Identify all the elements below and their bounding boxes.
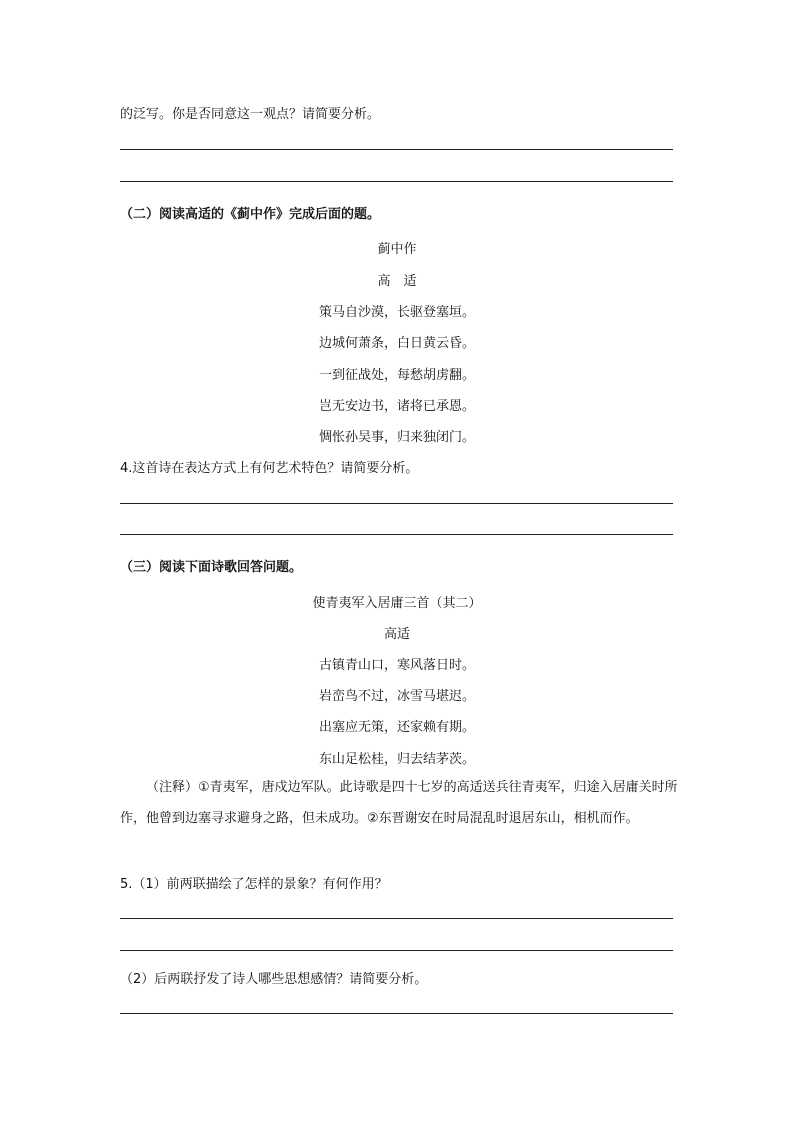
answer-line [120,503,673,504]
answer-line [120,918,673,919]
section3-heading: （三）阅读下面诗歌回答问题。 [120,560,303,575]
poem-author: 高 适 [377,274,417,289]
poem-line: 边城何萧条，白日黄云昏。 [318,336,475,351]
poem-line: 岩峦鸟不过，冰雪马堪迟。 [318,689,475,704]
question-5-2: （2）后两联抒发了诗人哪些思想感情？请简要分析。 [120,972,428,987]
poem-line: 策马自沙漠，长驱登塞垣。 [318,305,475,320]
poem-line: 出塞应无策，还家赖有期。 [318,720,475,735]
answer-line [120,1013,673,1014]
poem-line: 东山足松桂，归去结茅茨。 [318,752,475,767]
answer-line [120,149,673,150]
poem-line: 岂无安边书，诸将已承恩。 [318,399,475,414]
poem-title: 使青夷军入居庸三首（其二） [312,596,482,611]
question-4: 4.这首诗在表达方式上有何艺术特色？请简要分析。 [120,461,419,476]
answer-line [120,534,673,535]
poem-line: 一到征战处，每愁胡虏翻。 [318,368,475,383]
answer-line [120,181,673,182]
poem-author: 高适 [383,627,410,642]
question-5-1: 5.（1）前两联描绘了怎样的景象？有何作用？ [120,877,388,892]
intro-line: 的泛写。你是否同意这一观点？请简要分析。 [120,107,381,122]
poem-line: 古镇青山口，寒风落日时。 [318,658,475,673]
poem-line: 惆怅孙吴事，归来独闭门。 [318,430,475,445]
annotation-note: （注释）①青夷军，唐戍边军队。此诗歌是四十七岁的高适送兵往青夷军，归途入居庸关时所作，他曾到边塞寻求避身之路，但未成功。②东晋谢安在时局混乱时退居东山，相机而作。 [120,780,678,826]
section2-heading: （二）阅读高适的《蓟中作》完成后面的题。 [120,207,381,222]
poem-title: 蓟中作 [377,242,417,257]
answer-line [120,950,673,951]
